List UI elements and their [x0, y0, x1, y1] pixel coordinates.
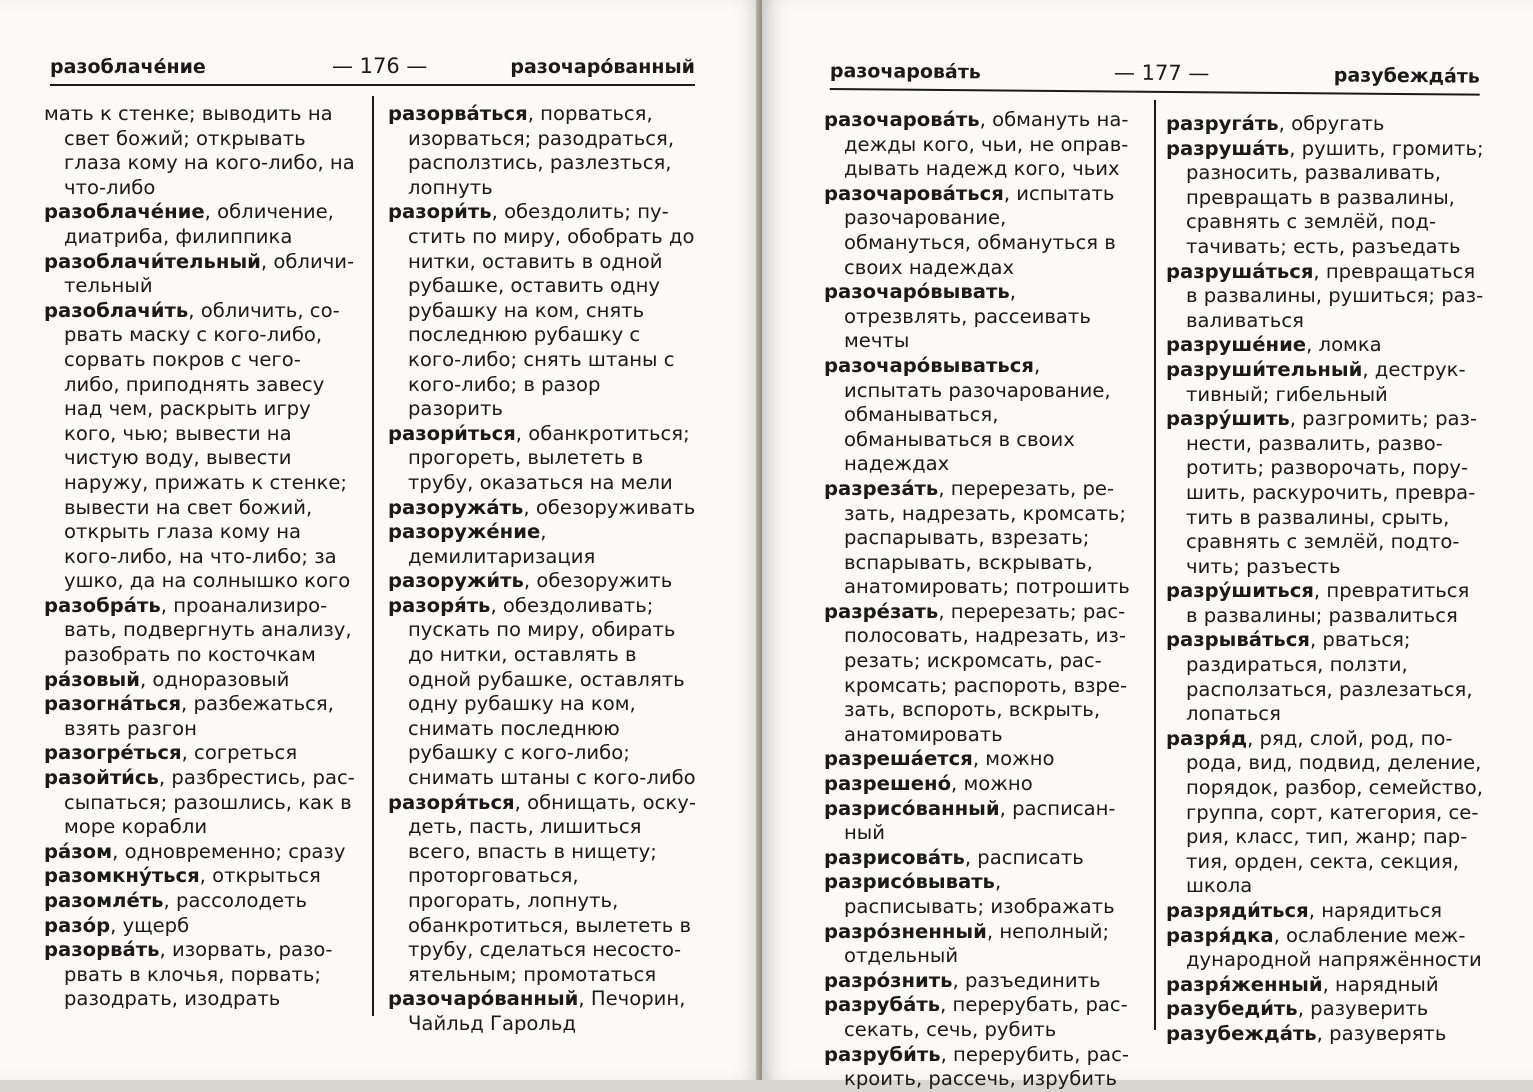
- entry-headword: разочаро́вываться: [824, 353, 1034, 377]
- dictionary-entry: [388, 987, 696, 1036]
- entry-headword: разорва́ться: [388, 102, 528, 125]
- entry-synonyms: , обездолить; пустить по миру, обобрать до нитки, оставить в одной рубашке, оставить одну рубашку на ком, снять последнюю рубашку с кого-либо; снять штаны с кого-либо; в разор разорить: [408, 200, 695, 421]
- left-page-column-1: [44, 102, 356, 1012]
- right-page-column-1: [824, 108, 1138, 1092]
- entry-synonyms: , открыться: [199, 864, 321, 888]
- entry-synonyms: мать к стенке; выводить на свет божий; открывать глаза кому на кого-либо, на что-либо: [44, 102, 355, 199]
- entry-synonyms: , перерезать, резать, надрезать, кромсать; распарывать, взрезать; вспарывать, вскрывать, анатомировать; потрошить: [844, 476, 1130, 599]
- dictionary-entry: [1166, 924, 1484, 973]
- entry-headword: разочаро́ванный: [388, 987, 579, 1011]
- dictionary-entry: [44, 200, 356, 249]
- entry-headword: разро́зненный: [824, 919, 987, 943]
- entry-synonyms: , ущерб: [110, 913, 190, 937]
- entry-headword: разряди́ться: [1166, 899, 1309, 922]
- dictionary-entry: [388, 520, 696, 569]
- entry-synonyms: , разгромить; разнести, развалить, разворотить; разворочать, порушить, раскурочить, превратить в развалины, срыть, сравнять с землёй, подточить; разъесть: [1186, 407, 1478, 578]
- dictionary-entry: [44, 864, 356, 889]
- entry-headword: разря́женный: [1166, 972, 1323, 996]
- dictionary-entry: [824, 870, 1138, 919]
- column-divider: [372, 96, 374, 1016]
- dictionary-entry: [824, 108, 1138, 182]
- dictionary-entry: [388, 102, 696, 200]
- right-page-number: — 177 —: [1113, 60, 1210, 86]
- entry-headword: разруга́ть: [1166, 112, 1279, 135]
- dictionary-entry: [44, 102, 356, 200]
- entry-headword: разруше́ние: [1166, 333, 1307, 357]
- entry-headword: разоружи́ть: [388, 569, 524, 593]
- dictionary-entry: [388, 200, 696, 421]
- entry-headword: разоруже́ние: [388, 520, 541, 544]
- dictionary-entry: [388, 791, 696, 988]
- entry-headword: разреза́ть: [824, 476, 939, 500]
- dictionary-entry: [44, 250, 356, 299]
- dictionary-entry: [388, 422, 696, 496]
- entry-headword: разруша́ться: [1166, 259, 1314, 283]
- entry-headword: разро́знить: [824, 968, 953, 992]
- left-page-header: [50, 56, 695, 86]
- entry-synonyms: , испытать разочарование, обманываться, обманываться в своих надеждах: [844, 353, 1111, 476]
- entry-headword: ра́зовый: [44, 667, 140, 691]
- entry-headword: разря́дка: [1166, 923, 1274, 947]
- entry-synonyms: , Печорин, Чайльд Гарольд: [408, 987, 686, 1035]
- dictionary-entry: [1166, 628, 1484, 726]
- entry-headword: разомле́ть: [44, 889, 164, 912]
- dictionary-entry: [44, 741, 356, 766]
- entry-synonyms: , согреться: [181, 741, 298, 765]
- dictionary-entry: [824, 920, 1138, 969]
- entry-synonyms: , нарядный: [1322, 972, 1439, 996]
- entry-headword: разрисо́вывать: [824, 870, 995, 894]
- dictionary-entry: [1166, 112, 1484, 137]
- entry-headword: разойти́сь: [44, 766, 159, 790]
- entry-headword: разря́д: [1166, 726, 1248, 750]
- entry-synonyms: , превратиться в развалины; развалиться: [1186, 579, 1470, 627]
- entry-synonyms: , испытать разочарование, обмануться, обмануться в своих надеждах: [844, 181, 1116, 279]
- dictionary-entry: [824, 969, 1138, 994]
- entry-synonyms: , рваться; раздираться, ползти, расползаться, разлезаться, лопаться: [1186, 628, 1473, 726]
- entry-synonyms: , перерезать; располосовать, надрезать, изрезать; искромсать, раскромсать; распороть, взрезать, вспороть, вскрыть, анатомировать: [844, 599, 1128, 746]
- column-divider: [1154, 100, 1156, 1030]
- dictionary-entry: [44, 668, 356, 693]
- entry-headword: разочарова́ть: [824, 108, 980, 131]
- dictionary-entry: [1166, 137, 1484, 260]
- dictionary-entry: [44, 840, 356, 865]
- entry-synonyms: , разуверить: [1297, 997, 1429, 1021]
- dictionary-entry: [824, 477, 1138, 600]
- entry-synonyms: , разбежаться, взять разгон: [64, 692, 334, 740]
- entry-synonyms: , рушить, громить; разносить, разваливать, превращать в развалины, сравнять с землёй, подтачивать; есть, разъедать: [1186, 136, 1484, 258]
- entry-synonyms: , разбрестись, рассыпаться; разошлись, как в море корабли: [64, 766, 355, 839]
- entry-headword: разруби́ть: [824, 1042, 941, 1066]
- dictionary-entry: [44, 594, 356, 668]
- dictionary-entry: [388, 569, 696, 594]
- dictionary-entry: [1166, 727, 1484, 899]
- entry-headword: разоря́ть: [388, 593, 491, 617]
- dictionary-entry: [388, 496, 696, 521]
- dictionary-entry: [1166, 899, 1484, 924]
- entry-headword: разори́ть: [388, 200, 492, 224]
- entry-synonyms: , проанализировать, подвергнуть анализу, разобрать по косточкам: [64, 593, 352, 667]
- entry-synonyms: , обмануть надежды кого, чьи, не оправдывать надежд кого, чьих: [844, 108, 1129, 181]
- right-page-header: [830, 60, 1480, 96]
- dictionary-entry: [824, 182, 1138, 280]
- dictionary-entry: [1166, 973, 1484, 998]
- entry-headword: разру́шиться: [1166, 579, 1314, 603]
- entry-headword: разобра́ть: [44, 593, 161, 617]
- left-header-first-word: разоблаче́ние: [50, 56, 206, 78]
- entry-headword: разрисо́ванный: [824, 796, 1000, 820]
- entry-synonyms: , ломка: [1306, 333, 1382, 357]
- entry-synonyms: , разъединить: [952, 968, 1101, 992]
- entry-headword: разогре́ться: [44, 741, 182, 765]
- entry-headword: разрыва́ться: [1166, 628, 1310, 652]
- entry-headword: разочаро́вывать: [824, 280, 1010, 304]
- dictionary-entry: [44, 889, 356, 914]
- entry-headword: разру́шить: [1166, 407, 1290, 431]
- entry-synonyms: , отрезвлять, рассеивать мечты: [844, 280, 1091, 353]
- dictionary-entry: [824, 747, 1138, 772]
- dictionary-entry: [824, 280, 1138, 354]
- entry-synonyms: , одновременно; сразу: [112, 839, 346, 863]
- entry-headword: разорва́ть: [44, 938, 160, 962]
- left-page-column-2: [388, 102, 696, 1037]
- dictionary-entry: [1166, 407, 1484, 579]
- entry-synonyms: , ряд, слой, род, порода, вид, подвид, деление, порядок, разбор, семейство, группа, сорт, категория, серия, класс, тип, жанр; партия, орден, секта, секция, школа: [1186, 726, 1484, 898]
- left-header-last-word: разочаро́ванный: [510, 56, 695, 78]
- entry-synonyms: , нарядиться: [1308, 899, 1443, 922]
- right-header-last-word: разубежда́ть: [1333, 64, 1480, 88]
- dictionary-entry: [1166, 358, 1484, 407]
- entry-headword: разори́ться: [388, 421, 516, 445]
- dictionary-entry: [824, 600, 1138, 748]
- entry-synonyms: , превращаться в развалины, рушиться; разваливаться: [1186, 259, 1484, 332]
- entry-headword: разогна́ться: [44, 692, 182, 716]
- entry-synonyms: , перерубить, раскроить, рассечь, изрубить: [844, 1042, 1129, 1091]
- right-page: [762, 0, 1533, 1091]
- entry-headword: разрешено́: [824, 772, 952, 796]
- entry-synonyms: , можно: [951, 772, 1033, 796]
- dictionary-entry: [44, 914, 356, 939]
- dictionary-entry: [44, 938, 356, 1012]
- entry-synonyms: , демилитаризация: [408, 520, 596, 568]
- entry-synonyms: , обездоливать; пускать по миру, обирать до нитки, оставлять в одной рубашке, оставлять одну рубашку на ком, снимать последнюю рубашку с кого-либо; снимать штаны с кого-либо: [408, 593, 696, 790]
- entry-synonyms: , расписать: [964, 845, 1084, 869]
- entry-synonyms: , обличительный: [64, 249, 355, 298]
- entry-headword: разочарова́ться: [824, 181, 1004, 205]
- dictionary-entry: [44, 692, 356, 741]
- entry-headword: ра́зом: [44, 839, 113, 863]
- entry-synonyms: , порваться, изорваться; разодраться, расползтись, разлезться, лопнуть: [408, 102, 675, 199]
- entry-headword: разре́зать: [824, 599, 939, 623]
- dictionary-entry: [1166, 579, 1484, 628]
- entry-headword: разо́р: [44, 913, 111, 937]
- entry-synonyms: , обезоружить: [523, 569, 673, 593]
- entry-headword: разоблачи́тельный: [44, 249, 261, 273]
- right-header-first-word: разочарова́ть: [829, 60, 981, 84]
- entry-headword: разруша́ть: [1166, 136, 1290, 160]
- right-page-column-2: [1166, 112, 1484, 1047]
- dictionary-entry: [1166, 260, 1484, 334]
- entry-headword: разубеди́ть: [1166, 997, 1298, 1021]
- dictionary-entry: [44, 299, 356, 594]
- entry-synonyms: , обличение, диатриба, филиппика: [64, 200, 334, 248]
- dictionary-entry: [388, 594, 696, 791]
- entry-synonyms: , ослабление международной напряжённости: [1186, 923, 1482, 972]
- entry-headword: разомкну́ться: [44, 864, 200, 888]
- entry-headword: разреша́ется: [824, 747, 973, 771]
- entry-synonyms: , одноразовый: [139, 667, 290, 691]
- dictionary-entry: [1166, 997, 1484, 1022]
- dictionary-entry: [824, 846, 1138, 871]
- entry-synonyms: , расписывать; изображать: [844, 870, 1115, 918]
- dictionary-entry: [824, 1043, 1138, 1092]
- dictionary-entry: [1166, 333, 1484, 358]
- entry-headword: разруши́тельный: [1166, 357, 1363, 381]
- dictionary-entry: [1166, 1022, 1484, 1047]
- entry-synonyms: , неполный; отдельный: [844, 919, 1110, 968]
- entry-headword: разрисова́ть: [824, 845, 965, 869]
- entry-headword: разубежда́ть: [1166, 1021, 1317, 1045]
- entry-headword: разоблачи́ть: [44, 298, 189, 322]
- entry-synonyms: , можно: [972, 747, 1055, 771]
- entry-synonyms: , рассолодеть: [163, 889, 308, 912]
- dictionary-entry: [824, 354, 1138, 477]
- entry-synonyms: , деструктивный; гибельный: [1186, 357, 1466, 406]
- entry-headword: разоблаче́ние: [44, 200, 205, 224]
- dictionary-entry: [824, 797, 1138, 846]
- entry-synonyms: , изорвать, разорвать в клочья, порвать; разодрать, изодрать: [64, 938, 333, 1011]
- entry-synonyms: , расписанный: [844, 796, 1116, 845]
- dictionary-entry: [824, 772, 1138, 797]
- entry-synonyms: , обанкротиться; прогореть, вылететь в трубу, оказаться на мели: [408, 421, 690, 494]
- entry-synonyms: , обругать: [1278, 112, 1385, 135]
- dictionary-entry: [44, 766, 356, 840]
- entry-synonyms: , разуверять: [1316, 1021, 1447, 1045]
- dictionary-entry: [824, 993, 1138, 1042]
- entry-synonyms: , обличить, сорвать маску с кого-либо, сорвать покров с чего-либо, приподнять завесу над чем, раскрыть игру кого, чью; вывести на чистую воду, вывести наружу, прижать к стенке; вывести на свет божий, открыть глаза кому на кого-либо, на что-либо; за ушко, да на солнышко кого: [64, 298, 351, 593]
- left-page-number: — 176 —: [332, 54, 428, 78]
- left-page: [0, 0, 762, 1080]
- entry-headword: разоружа́ть: [388, 495, 524, 519]
- entry-headword: разоря́ться: [388, 790, 515, 814]
- entry-synonyms: , обезоруживать: [523, 495, 696, 519]
- entry-headword: разруба́ть: [824, 993, 941, 1017]
- entry-synonyms: , перерубать, рассекать, сечь, рубить: [844, 993, 1128, 1041]
- entry-synonyms: , обнищать, оскудеть, пасть, лишиться всего, впасть в нищету; проторговаться, прогорать, лопнуть, обанкротиться, вылететь в трубу, сделаться несостоятельным; промотаться: [408, 790, 696, 986]
